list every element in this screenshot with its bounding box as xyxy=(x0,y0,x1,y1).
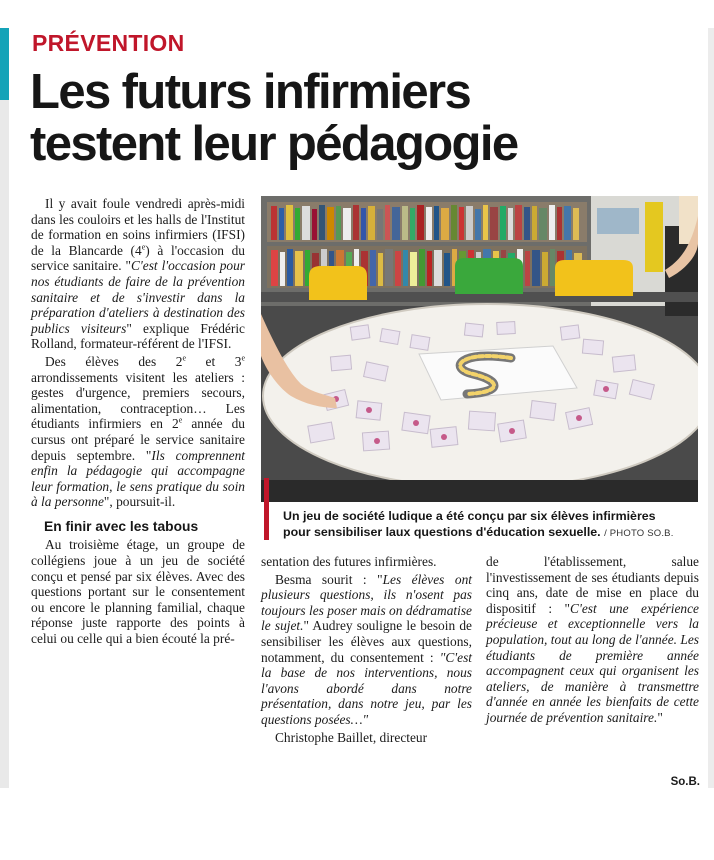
headline-line-1: Les futurs infirmiers xyxy=(30,65,471,119)
paragraph-continued: sentation des futures infirmières. xyxy=(261,554,437,569)
text-column-1 xyxy=(31,196,245,647)
paragraph-intro: Il y avait foule vendredi après-midi dans les couloirs et les halls de l'Institut de formation en soins infirmiers (IFSI) de la Blancarde (4e) à l'occasion du service sanitaire. "C'est l'occasion pour nos étudiants de faire de la prévention sanitaire et de s'investir dans la préparation d'ateliers à destination des publics visiteurs" explique Frédéric Rolland, formateur-référent de l'IFSI. xyxy=(31,196,245,352)
section-color-tab xyxy=(0,28,9,100)
article-headline xyxy=(30,66,690,170)
author-signature: So.B. xyxy=(670,776,700,788)
page-edge-left xyxy=(0,28,9,788)
quote-besma: Les élèves ont plusieurs questions, ils n'osent pas toujours les poser mais on dédramatise le sujet. xyxy=(261,571,472,634)
quote-rolland-2: Ils comprennent enfin la pédagogie qui accompagne leur formation, le sens pratique du soin à la personne xyxy=(31,447,246,510)
text-column-2 xyxy=(261,554,472,745)
section-kicker: PRÉVENTION xyxy=(32,30,185,56)
paragraph-baillet: de l'établissement, salue l'investissement de ses étudiants depuis cinq ans, date de mise en place du dispositif : "C'est une expérience précieuse et exceptionnelle vers la population, tout au long de l'année. Les étudiants de première année accompagnent ceux qui organisent les ateliers, de manière à transmettre d'année en année les bienfaits de cette journée de prévention sanitaire." xyxy=(486,554,700,725)
paragraph-ateliers: Des élèves des 2e et 3e arrondissements visitent les ateliers : gestes d'urgence, premiers secours, alimentation, contraception… Les étudiants infirmiers en 2e année du cursus ont préparé le service sanitaire depuis septembre. "Ils comprennent enfin la pédagogie qui accompagne leur formation, le sens pratique du soin à la personne", poursuit-il. xyxy=(31,353,246,510)
caption-accent-bar xyxy=(264,478,269,540)
paragraph-besma: Besma sourit : "Les élèves ont plusieurs questions, ils n'osent pas toujours les poser mais on dédramatise le sujet." Audrey souligne le besoin de sensibiliser les élèves aux questions, notamment, du consentement : "C'est la base de nos interventions, nous l'avons abordé dans notre présentation, dans notre jeu, par les questions posées…" xyxy=(261,571,472,727)
text-column-3 xyxy=(486,554,699,726)
quote-rolland-1: C'est l'occasion pour nos étudiants de faire de la prévention sanitaire et de s'investir dans la préparation d'ateliers à destination des publics visiteurs xyxy=(31,258,245,336)
subheading: En finir avec les tabous xyxy=(44,518,199,534)
page-edge-right xyxy=(708,28,714,788)
headline-line-2: testent leur pédagogie xyxy=(30,117,518,171)
paragraph-directeur: Christophe Baillet, directeur xyxy=(275,729,428,745)
paragraph-jeu: Au troisième étage, un groupe de collégiens joue à un jeu de société conçu et pensé par six élèves. Avec des questions portant sur le consentement ou encore le planning familial, chaque réponse juste rapporte des points à celui ou celle qui a bien écouté la pré- xyxy=(31,537,245,647)
quote-audrey: "C'est la base de nos interventions, nous l'avons abordé dans notre présentation, dans notre jeu, par les questions posées…" xyxy=(261,649,472,727)
photo-board-game-table xyxy=(261,196,698,502)
quote-baillet: C'est une expérience précieuse et exceptionnelle vers la population, tout au long de l'année. Les étudiants de première année accompagnent ceux qui organisent les ateliers, de manière à transmettre d'année en année les bienfaits de cette journée de prévention sanitaire. xyxy=(486,600,700,725)
article-photo xyxy=(261,196,698,502)
photo-credit: / PHOTO SO.B. xyxy=(604,528,674,539)
photo-caption: Un jeu de société ludique a été conçu par six élèves infirmières pour sensibiliser laux questions d'éducation sexuelle. / PHOTO SO.B. xyxy=(283,509,674,539)
